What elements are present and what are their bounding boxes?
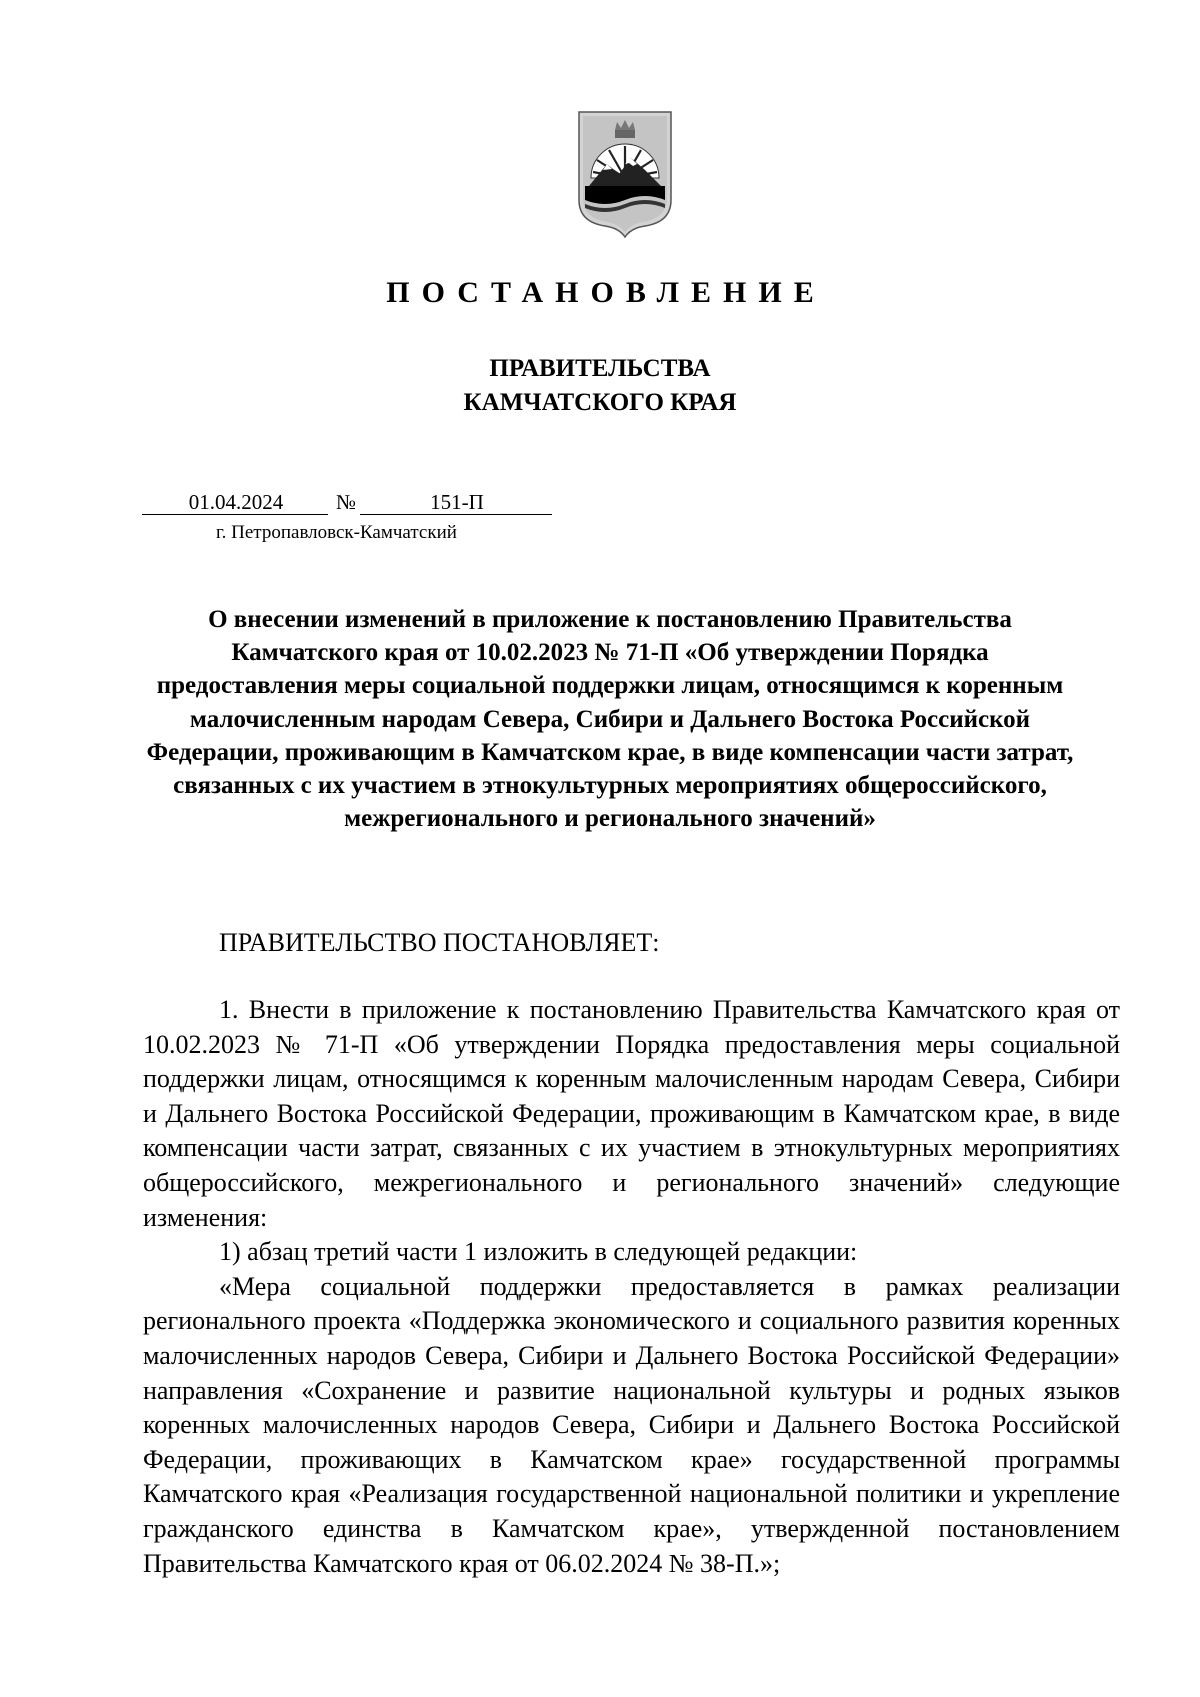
number-underline [360, 514, 552, 515]
authority-line-1: ПРАВИТЕЛЬСТВА [489, 355, 711, 382]
body-paragraph: 1) абзац третий части 1 изложить в следующей редакции: [219, 1237, 858, 1267]
document-date: 01.04.2024 [188, 490, 284, 514]
date-underline [142, 514, 328, 515]
number-sign: № [336, 490, 357, 514]
document-body [143, 993, 1120, 1581]
body-paragraph: «Мера социальной поддержки предоставляется в рамках реализации регионального проекта «Поддержка экономического и социального развития коренных малочисленных народов Севера, Сибири и Дальнего Востока Российской Федерации» направления «Сохранение и развитие национальной культуры и родных языков коренных малочисленных народов Севера, Сибири и Дальнего Востока Российской Федерации, проживающих в Камчатском крае» государственной программы Камчатского края «Реализация государственной национальной политики и укрепление гражданского единства в Камчатском крае», утвержденной постановлением Правительства Камчатского края от 06.02.2024 № 38-П.»; [143, 1271, 1120, 1578]
authority-line-2: КАМЧАТСКОГО КРАЯ [463, 389, 737, 416]
document-number: 151-П [430, 490, 484, 514]
document-subject-heading: О внесении изменений в приложение к постановлению Правительства Камчатского края от 10.02.2023 № 71-П «Об утверждении Порядка предоставления меры социальной поддержки лицам, относящимся к коренным малочисленным народам Севера, Сибири и Дальнего Востока Российской Федерации, проживающим в Камчатском крае, в виде компенсации части затрат, связанных с их участием в этнокультурных мероприятиях общероссийского, межрегионального и регионального значений» [146, 606, 1074, 833]
document-type-title: ПОСТАНОВЛЕНИЕ [386, 276, 826, 309]
body-paragraph: 1. Внести в приложение к постановлению Правительства Камчатского края от 10.02.2023 № 71-П «Об утверждении Порядка предоставления меры социальной поддержки лицам, относящимся к коренным малочисленным народам Севера, Сибири и Дальнего Востока Российской Федерации, проживающим в Камчатском крае, в виде компенсации части затрат, связанных с их участием в этнокультурных мероприятиях общероссийского, межрегионального и регионального значений» следующие изменения: [143, 995, 1120, 1232]
issuing-authority [0, 352, 1200, 420]
coat-of-arms-icon [575, 108, 675, 240]
city-of-issue: г. Петропавловск-Камчатский [216, 522, 457, 543]
decree-statement: ПРАВИТЕЛЬСТВО ПОСТАНОВЛЯЕТ: [219, 928, 660, 957]
